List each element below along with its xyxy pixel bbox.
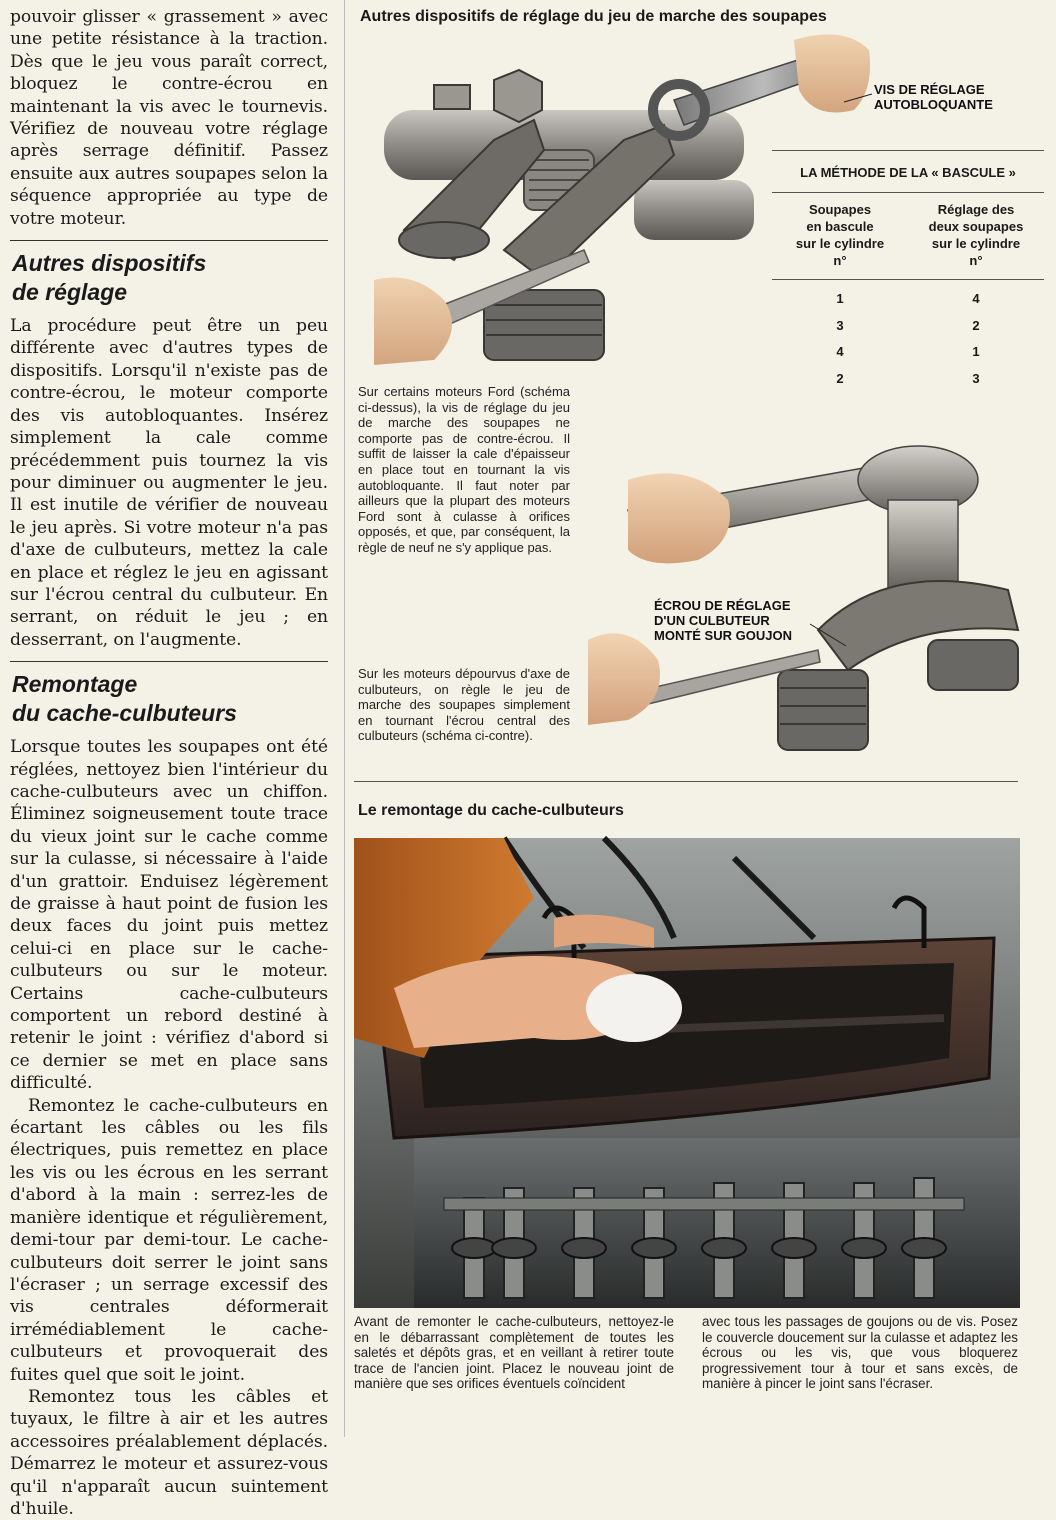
table-cell: 1: [972, 344, 980, 359]
figure-heading-dispositifs: Autres dispositifs de réglage du jeu de marche des soupapes: [360, 8, 827, 25]
section-title-line: du cache-culbuteurs: [12, 700, 237, 727]
figure-heading-remontage: Le remontage du cache-culbuteurs: [358, 802, 624, 819]
caption-remontage-part2: avec tous les passages de goujons ou de vis. Posez le couvercle doucement sur la culasse et adaptez les écrous ou les vis, que vous bloquerez progressivement tour à tour et sans excès, de manière à pincer le joint sans l'écraser.: [702, 1314, 1018, 1392]
column-divider: [344, 0, 345, 1437]
table-cell: 3: [972, 370, 980, 386]
paragraph-remontage-1: Lorsque toutes les soupapes ont été réglées, nettoyez bien l'intérieur du cache-culbuteurs avec un chiffon. Éliminez soigneusement toute trace du vieux joint sur le cache comme sur la culasse, si nécessaire à l'aide d'un grattoir. Enduisez légèrement de graisse à haut point de fusion les deux faces du joint puis mettez celui-ci en place sur le cache-culbuteurs ou sur le moteur. Certains cache-culbuteurs comportent un rebord destiné à retenir le joint : vérifiez d'abord si ce dernier se met en place sans difficulté.: [10, 737, 328, 1094]
callout-leader-line: [810, 620, 850, 650]
table-row: [772, 313, 1044, 340]
section-title-line: de réglage: [12, 279, 128, 306]
table-cell: 4: [836, 344, 844, 359]
caption-ford-engines: Sur certains moteurs Ford (schéma ci-dessus), la vis de réglage du jeu de marche des soupapes ne comporte pas de contre-écrou. Il suffit de laisser la cale d'épaisseur en place tout en tournant la vis autobloquante. Il faut noter par ailleurs que la plupart des moteurs Ford sont à culasse à orifices opposés, et que, par conséquent, la règle de neuf ne s'y applique pas.: [358, 384, 570, 555]
caption-remontage-part1: Avant de remonter le cache-culbuteurs, nettoyez-le en le débarrassant complètement de toutes les saletés et dépôts gras, et en veillant à retirer toute trace de l'ancien joint. Placez le nouveau joint de manière que ses orifices éventuels coïncident: [354, 1314, 674, 1392]
bascule-method-table: [772, 150, 1044, 398]
table-header-col2: Réglage des deux soupapes sur le cylindre n°: [928, 202, 1024, 268]
paragraph-intro: pouvoir glisser « grassement » avec une petite résistance à la traction. Dès que le jeu vous paraît correct, bloquez le contre-écrou en maintenant la vis avec le tournevis. Vérifiez de nouveau votre réglage après serrage définitif. Passez ensuite aux autres soupapes selon la séquence appropriée au type de votre moteur.: [10, 7, 328, 229]
table-row: [772, 339, 1044, 366]
table-row: [772, 286, 1044, 313]
engine-photo-drawing: [354, 838, 1020, 1308]
paragraph-autres-dispositifs: La procédure peut être un peu différente avec d'autres types de dispositifs. Lorsqu'il n'existe pas de contre-écrou, le moteur comporte des vis autobloquantes. Insérez simplement la cale comme précédemment puis tournez la vis pour diminuer ou augmenter le jeu. Il est inutile de vérifier de nouveau le jeu après. Si votre moteur n'a pas d'axe de culbuteurs, mettez la cale en place et réglez le jeu en agissant sur l'écrou central du culbuteur. En serrant, on réduit le jeu ; en desserrant, on l'augmente.: [10, 316, 328, 650]
callout-leader-line: [844, 88, 874, 108]
table-cell: 2: [836, 370, 844, 386]
engine-rocker-cover-photo: [354, 838, 1020, 1308]
table-row: [772, 366, 1044, 393]
table-cell: 4: [972, 291, 980, 306]
section-title-remontage: [10, 670, 328, 728]
table-cell: 2: [972, 317, 980, 333]
section-title-line: Remontage: [12, 671, 138, 698]
figure-divider-rule: [354, 781, 1018, 782]
callout-vis-autobloquante: VIS DE RÉGLAGE AUTOBLOQUANTE: [874, 82, 993, 112]
callout-ecrou-reglage: ÉCROU DE RÉGLAGE D'UN CULBUTEUR MONTÉ SUR GOUJON: [654, 598, 792, 643]
caption-moteurs-sans-axe: Sur les moteurs dépourvus d'axe de culbuteurs, on règle le jeu de marche des soupapes simplement en tournant l'écrou central des culbuteurs (schéma ci-contre).: [358, 666, 570, 744]
table-title: LA MÉTHODE DE LA « BASCULE »: [800, 165, 1016, 180]
section-rule: [10, 240, 328, 241]
table-rule: [772, 279, 1044, 280]
table-cell: 1: [836, 291, 844, 306]
table-cell: 3: [836, 317, 844, 333]
left-text-column: [0, 0, 342, 1519]
section-title-line: Autres dispositifs: [12, 250, 207, 277]
paragraph-remontage-3: Remontez tous les câbles et tuyaux, le filtre à air et les autres accessoires préalablement déplacés. Démarrez le moteur et assurez-vous qu'il n'apparaît aucun suintement d'huile.: [10, 1386, 328, 1519]
table-header-row: [772, 193, 1044, 279]
right-figure-column: [354, 0, 1044, 1437]
section-rule: [10, 661, 328, 662]
section-title-autres-dispositifs: [10, 249, 328, 307]
paragraph-remontage-2: Remontez le cache-culbuteurs en écartant les câbles ou les fils électriques, puis remettez en place les vis ou les écrous en les serrant d'abord à la main : serrez-les de manière identique et régulièrement, demi-tour par demi-tour. Le cache-culbuteurs doit serrer le joint sans l'écraser ; un serrage excessif des vis centrales déformerait irrémédiablement le cache-culbuteurs et provoquerait des fuites quel que soit le joint.: [10, 1095, 328, 1385]
table-header-col1: Soupapes en bascule sur le cylindre n°: [795, 202, 885, 268]
